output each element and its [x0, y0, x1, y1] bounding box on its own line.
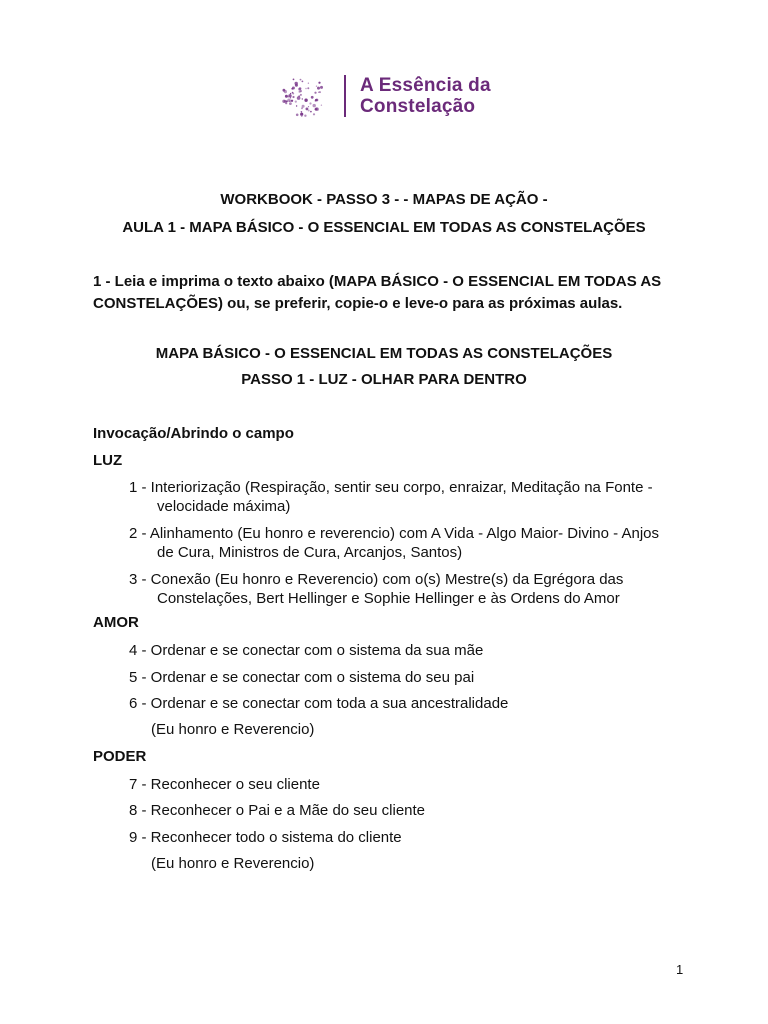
logo-dot	[314, 92, 316, 94]
logo-divider	[344, 75, 346, 117]
logo-dot	[285, 95, 288, 98]
logo-dot	[287, 99, 290, 102]
poder-item-9: 9 - Reconhecer todo o sistema do cliente	[129, 829, 402, 846]
logo-dot	[311, 96, 314, 99]
amor-note: (Eu honro e Reverencio)	[151, 721, 315, 738]
logo-dot	[300, 94, 302, 96]
amor-item-4: 4 - Ordenar e se conectar com o sistema da sua mãe	[129, 642, 484, 659]
luz-item-3-line2: Constelações, Bert Hellinger e Sophie Hellinger e às Ordens do Amor	[157, 590, 620, 607]
amor-item-6: 6 - Ordenar e se conectar com toda a sua ancestralidade	[129, 695, 509, 712]
logo-dot	[295, 84, 298, 87]
lesson-title: AULA 1 - MAPA BÁSICO - O ESSENCIAL EM TODAS AS CONSTELAÇÕES	[122, 219, 646, 236]
logo-dot	[302, 105, 305, 108]
poder-item-8: 8 - Reconhecer o Pai e a Mãe do seu cliente	[129, 802, 426, 819]
logo-line-1: A Essência da	[360, 75, 491, 96]
section-luz-title: LUZ	[93, 452, 123, 469]
logo-dot	[320, 86, 323, 89]
logo-line-2: Constelação	[360, 96, 476, 117]
luz-item-2-line1: 2 - Alinhamento (Eu honro e reverencio) com A Vida - Algo Maior- Divino - Anjos	[129, 525, 659, 542]
workbook-title: WORKBOOK - PASSO 3 - - MAPAS DE AÇÃO -	[220, 191, 548, 208]
logo-dot	[321, 105, 322, 106]
logo-dot	[299, 91, 301, 93]
logo-dot	[292, 96, 294, 98]
instruction-paragraph: 1 - Leia e imprima o texto abaixo (MAPA BÁSICO - O ESSENCIAL EM TODAS AS CONSTELAÇÕES) ou, se preferir, copie-o e leve-o para as próximas aulas.	[93, 273, 662, 312]
logo-dot	[290, 93, 291, 94]
logo-dot	[306, 108, 309, 111]
luz-item-2-line2: de Cura, Ministros de Cura, Arcanjos, Santos)	[157, 544, 463, 561]
logo-dot	[282, 100, 285, 103]
logo-dot	[316, 86, 317, 87]
luz-item-2	[129, 524, 685, 562]
logo-dot	[288, 94, 291, 97]
logo-dot	[319, 91, 321, 93]
luz-item-1-line2: velocidade máxima)	[157, 498, 291, 515]
logo-dot	[318, 82, 320, 84]
logo-dot	[302, 98, 303, 99]
section-poder-title: PODER	[93, 748, 147, 765]
logo-dot	[301, 107, 303, 109]
logo-dot	[315, 99, 317, 101]
logo-dot	[305, 88, 307, 90]
map-title: MAPA BÁSICO - O ESSENCIAL EM TODAS AS CONSTELAÇÕES	[155, 345, 613, 362]
logo-dot	[300, 79, 302, 81]
logo-dot	[297, 96, 301, 100]
step-title: PASSO 1 - LUZ - OLHAR PARA DENTRO	[241, 371, 527, 388]
poder-item-7: 7 - Reconhecer o seu cliente	[129, 776, 320, 793]
logo-dot	[313, 104, 316, 107]
logo-dot	[308, 106, 309, 107]
logo-dot	[292, 93, 294, 95]
luz-item-3	[129, 570, 685, 608]
luz-item-1	[129, 478, 685, 516]
logo-dot	[296, 105, 297, 106]
logo-dot	[291, 88, 292, 89]
luz-item-3-line1: 3 - Conexão (Eu honro e Reverencio) com o(s) Mestre(s) da Egrégora das	[129, 571, 624, 588]
constellation-dots-icon	[280, 72, 328, 120]
logo-dot	[296, 114, 299, 117]
logo-wordmark	[360, 75, 491, 117]
section-amor-title: AMOR	[93, 614, 139, 631]
page-number: 1	[676, 962, 684, 977]
logo-dot	[309, 102, 311, 104]
logo-dot	[298, 88, 301, 91]
logo-dot	[300, 113, 303, 116]
brand-logo	[280, 72, 491, 120]
logo-dot	[293, 79, 295, 81]
logo-dot	[283, 89, 286, 92]
invocation-label: Invocação/Abrindo o campo	[93, 425, 294, 442]
logo-dot	[302, 81, 304, 83]
logo-dot	[308, 110, 310, 112]
logo-dot	[301, 116, 302, 117]
logo-dot	[315, 108, 318, 111]
poder-note: (Eu honro e Reverencio)	[151, 855, 315, 872]
amor-item-5: 5 - Ordenar e se conectar com o sistema do seu pai	[129, 669, 475, 686]
logo-dot	[295, 101, 297, 103]
logo-dot	[310, 111, 312, 113]
logo-dot	[305, 99, 306, 100]
logo-dot	[289, 102, 292, 105]
luz-item-1-line1: 1 - Interiorização (Respiração, sentir seu corpo, enraizar, Meditação na Fonte -	[129, 479, 653, 496]
logo-dot	[301, 111, 303, 113]
logo-dot	[308, 83, 309, 84]
logo-dot	[304, 115, 306, 117]
logo-dot	[291, 100, 293, 102]
logo-dot	[307, 87, 309, 89]
logo-dot	[317, 87, 320, 90]
logo-dot	[313, 113, 315, 115]
